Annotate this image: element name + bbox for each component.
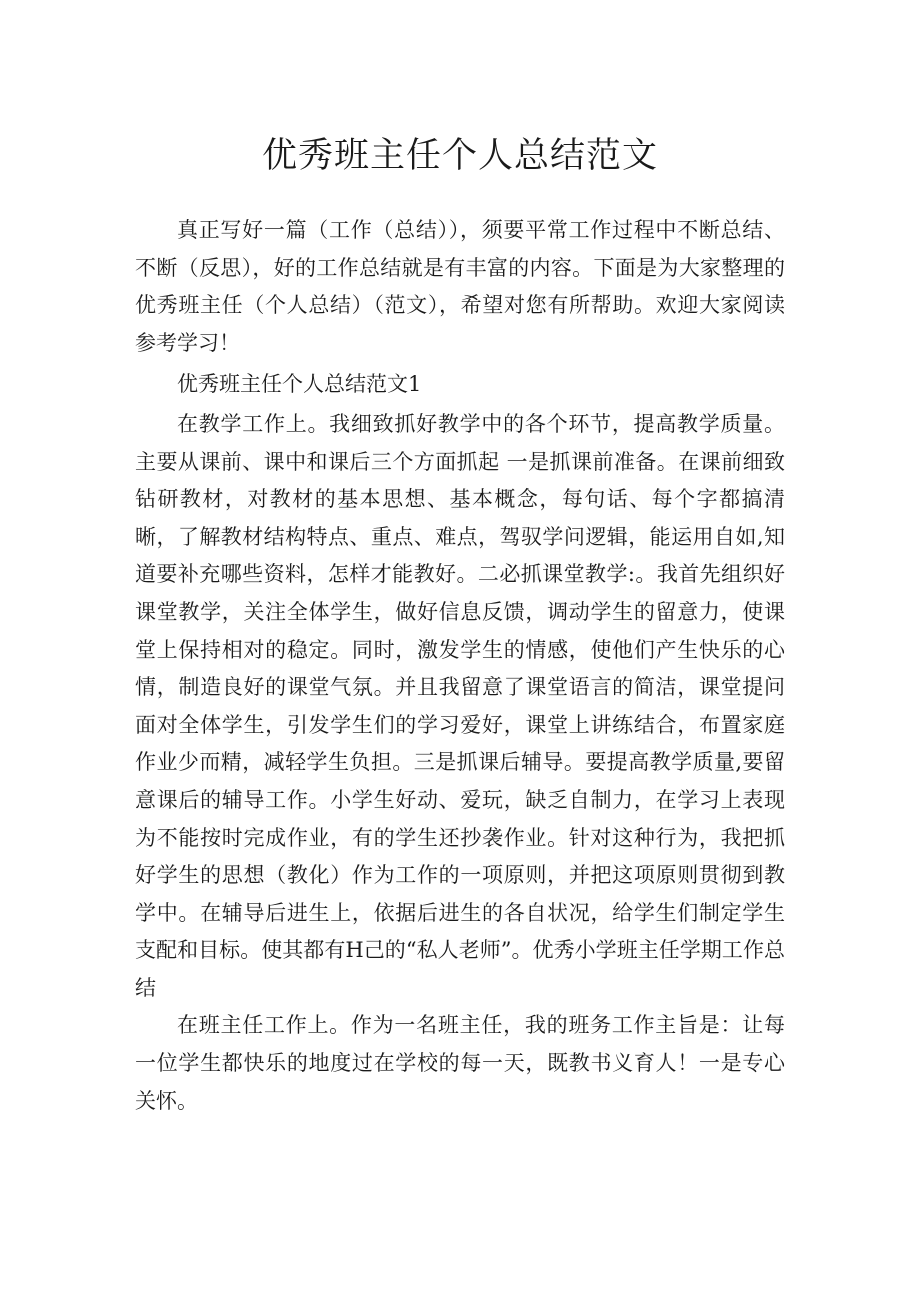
document-title: 优秀班主任个人总结范文: [261, 136, 658, 176]
document-body: [135, 212, 785, 1120]
intro-paragraph: 真正写好一篇（工作（总结）），须要平常工作过程中不断总结、不断（反思），好的工作总结就是有丰富的内容。下面是为大家整理的优秀班主任（个人总结）（范文），希望对您有所帮助。欢迎大家阅读参考学习！: [135, 218, 785, 355]
section-heading: 优秀班主任个人总结范文1: [177, 372, 422, 397]
teaching-work-paragraph: 在教学工作上。我细致抓好教学中的各个环节，提高教学质量。主要从课前、课中和课后三个方面抓起 一是抓课前准备。在课前细致钻研教材，对教材的基本思想、基本概念，每句话、每个字都搞清晰，了解教材结构特点、重点、难点，驾驭学问逻辑，能运用自如,知道要补充哪些资料，怎样才能教好。二必抓课堂教学:。我首先组织好课堂教学，关注全体学生，做好信息反馈，调动学生的留意力，使课堂上保持相对的稳定。同时，激发学生的情感，使他们产生快乐的心情，制造良好的课堂气氛。并且我留意了课堂语言的简洁，课堂提问面对全体学生，引发学生们的学习爱好，课堂上讲练结合，布置家庭作业少而精，减轻学生负担。三是抓课后辅导。要提高教学质量,要留意课后的辅导工作。小学生好动、爱玩，缺乏自制力，在学习上表现为不能按时完成作业，有的学生还抄袭作业。针对这种行为，我把抓好学生的思想（教化）作为工作的一项原则，并把这项原则贯彻到教学中。在辅导后进生上，依据后进生的各自状况，给学生们制定学生支配和目标。使其都有H己的“私人老师”。优秀小学班主任学期工作总结: [135, 411, 785, 1000]
head-teacher-work-paragraph: 在班主任工作上。作为一名班主任，我的班务工作主旨是：让每一位学生都快乐的地度过在学校的每一天，既教书义育人！一是专心关怀。: [135, 1013, 785, 1113]
